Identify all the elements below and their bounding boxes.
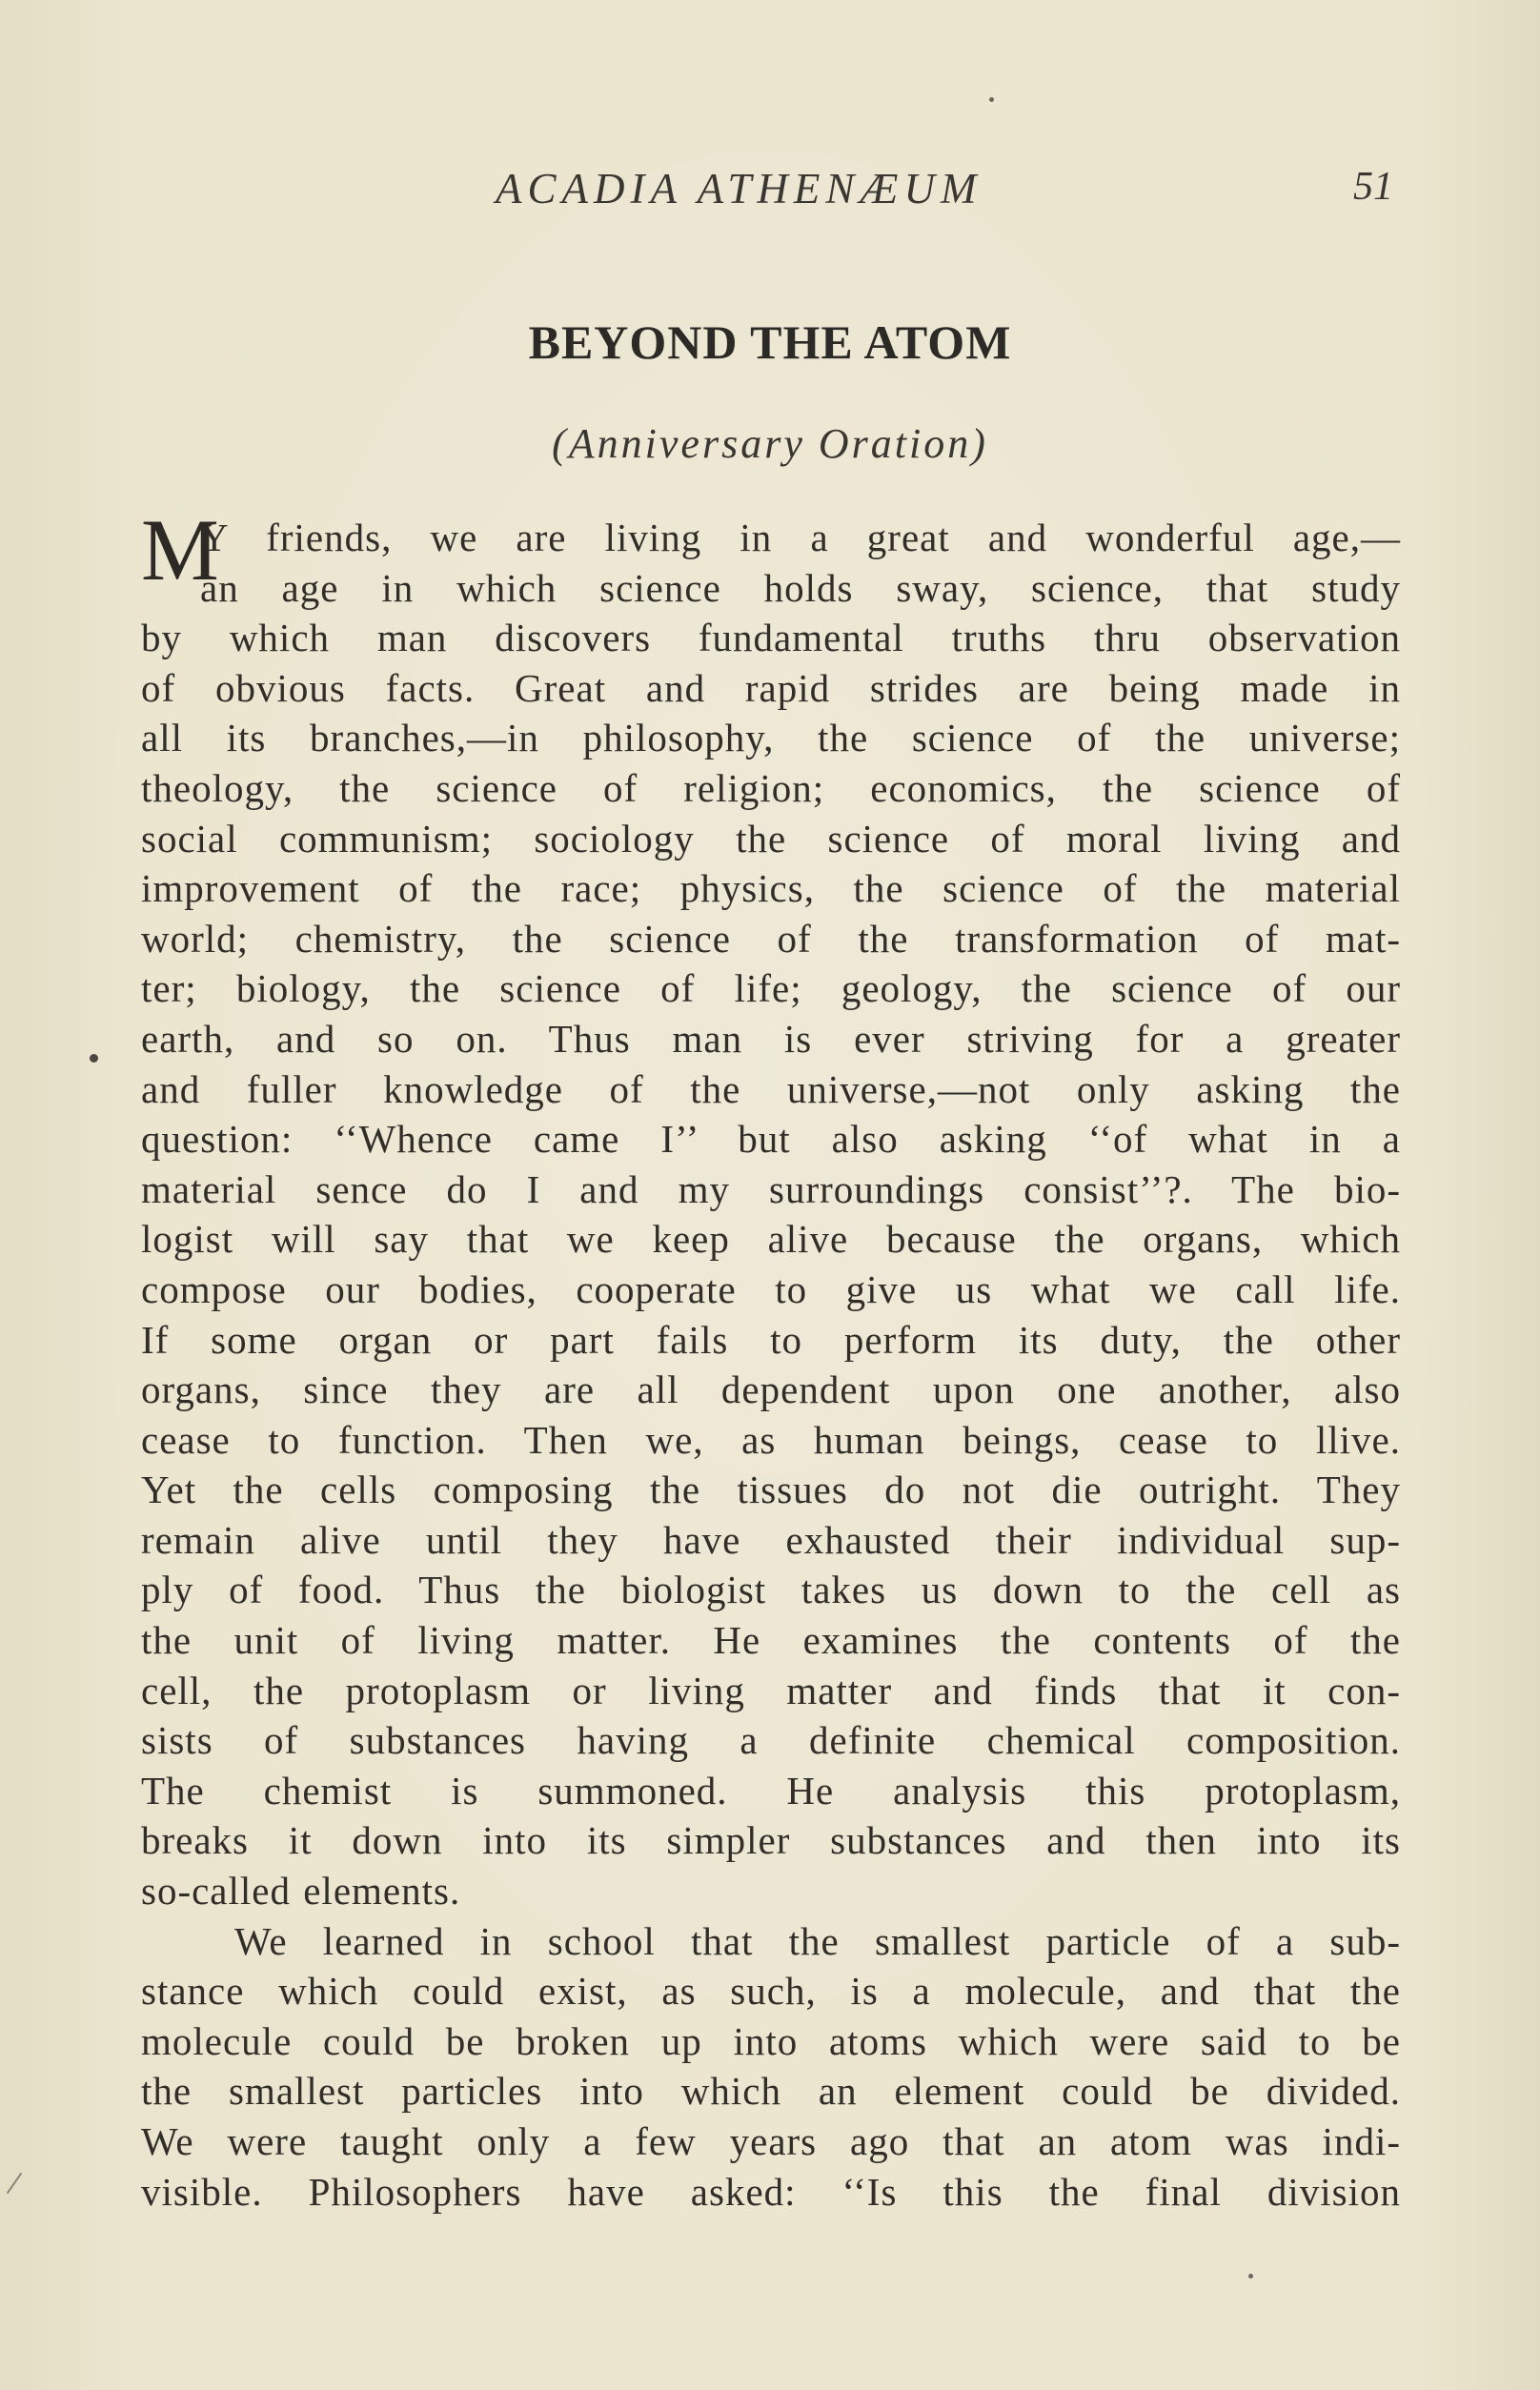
text-line: cell, the protoplasm or living matter and finds that it con-: [141, 1668, 1401, 1712]
text-line: the smallest particles into which an element could be divided.: [141, 2069, 1401, 2114]
text-line: sists of substances having a definite chemical composition.: [141, 1718, 1401, 1763]
text-line: of obvious facts. Great and rapid strides are being made in: [141, 665, 1401, 710]
text-line: the unit of living matter. He examines the contents of the: [141, 1618, 1401, 1663]
text-line: organs, since they are all dependent upon one another, also: [141, 1367, 1401, 1412]
margin-dot: [90, 1054, 98, 1063]
text-line: social communism; sociology the science of moral living and: [141, 816, 1401, 861]
article-subtitle: (Anniversary Oration): [552, 420, 988, 467]
text-line: The chemist is summoned. He analysis this protoplasm,: [141, 1768, 1401, 1813]
text-line: an age in which science holds sway, science, that study: [200, 565, 1401, 610]
text-line: by which man discovers fundamental truths thru observation: [141, 616, 1401, 660]
text-line: ply of food. Thus the biologist takes us down to the cell as: [141, 1568, 1401, 1612]
text-line: breaks it down into its simpler substances and then into its: [141, 1818, 1401, 1863]
text-line: theology, the science of religion; economics, the science of: [141, 765, 1401, 810]
text-line: cease to function. Then we, as human beings, cease to llive.: [141, 1417, 1401, 1462]
text-line: Yet the cells composing the tissues do not die outright. They: [141, 1468, 1401, 1512]
text-line: molecule could be broken up into atoms which were said to be: [141, 2018, 1401, 2063]
text-line: improvement of the race; physics, the science of the material: [141, 866, 1401, 911]
text-line: all its branches,—in philosophy, the science of the universe;: [141, 716, 1401, 760]
text-line: remain alive until they have exhausted their individual sup-: [141, 1517, 1401, 1562]
text-line: If some organ or part fails to perform its duty, the other: [141, 1317, 1401, 1362]
text-line: material sence do I and my surroundings consist’’?. The bio-: [141, 1166, 1401, 1211]
drop-cap: M: [141, 501, 220, 598]
margin-mark: [7, 2173, 23, 2194]
text-line: We learned in school that the smallest particle of a sub-: [234, 1918, 1401, 1963]
text-line: Y friends, we are living in a great and wonderful age,—: [200, 516, 1401, 559]
text-line: logist will say that we keep alive because the organs, which: [141, 1217, 1401, 1262]
text-line: so-called elements.: [141, 1869, 461, 1914]
page-number: 51: [1353, 165, 1393, 209]
article-title: BEYOND THE ATOM: [528, 315, 1012, 369]
text-line: question: ‘‘Whence came I’’ but also asking ‘‘of what in a: [141, 1117, 1401, 1162]
text-line: world; chemistry, the science of the transformation of mat-: [141, 916, 1401, 961]
paragraph: [141, 1916, 1401, 2218]
text-line: earth, and so on. Thus man is ever striving for a greater: [141, 1016, 1401, 1061]
text-line: We were taught only a few years ago that an atom was indi-: [141, 2119, 1401, 2163]
text-line: visible. Philosophers have asked: ‘‘Is this the final division: [141, 2169, 1401, 2214]
ink-speck: [1248, 2274, 1253, 2279]
text-line: compose our bodies, cooperate to give us what we call life.: [141, 1266, 1401, 1311]
paragraph: [141, 501, 1401, 1916]
text-line: stance which could exist, as such, is a molecule, and that the: [141, 1969, 1401, 2014]
article-body: [141, 501, 1401, 2228]
running-header: [0, 164, 1540, 221]
text-line: and fuller knowledge of the universe,—not only asking the: [141, 1066, 1401, 1111]
ink-speck: [989, 97, 994, 102]
text-line: ter; biology, the science of life; geology, the science of our: [141, 966, 1401, 1011]
journal-name: ACADIA ATHENÆUM: [496, 165, 983, 213]
